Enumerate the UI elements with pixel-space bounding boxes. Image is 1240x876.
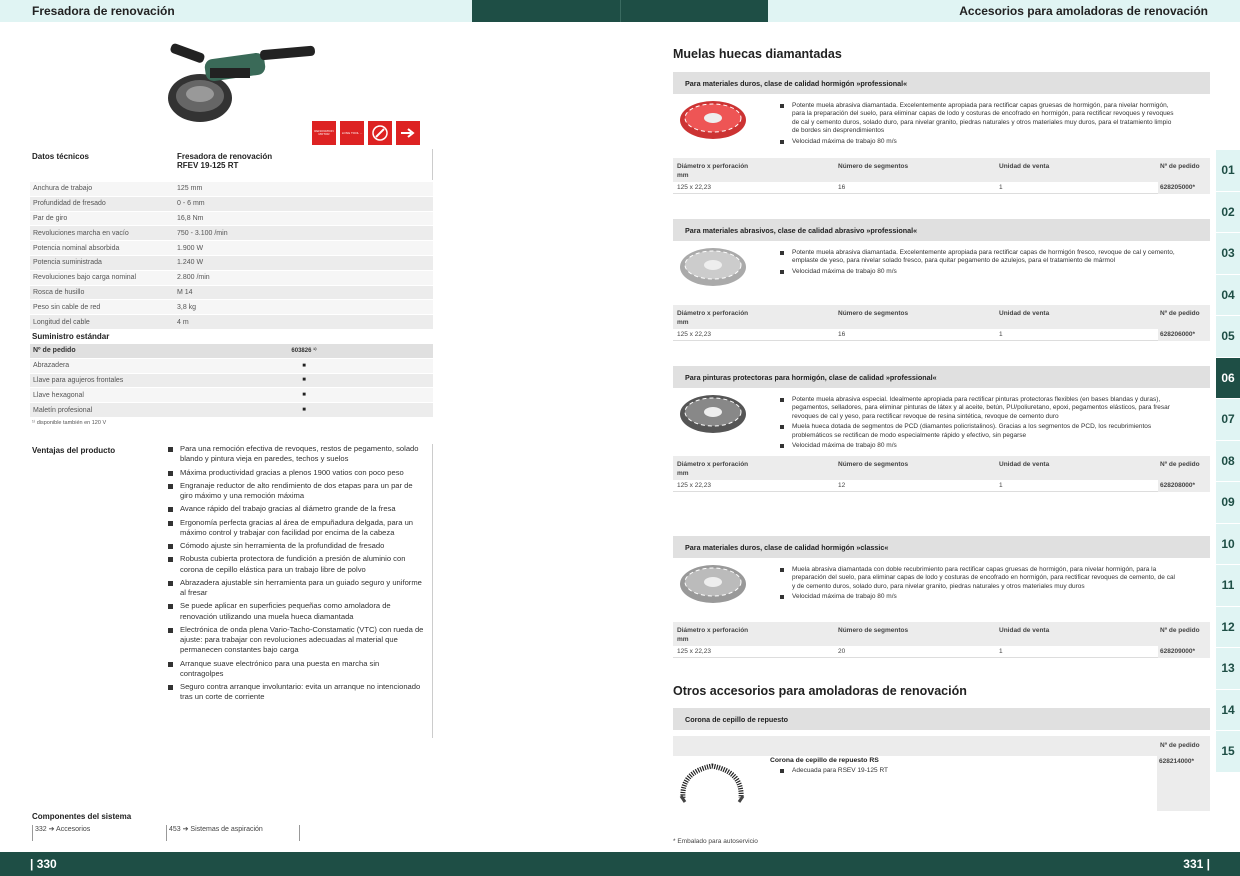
list-item: Potente muela abrasiva diamantada. Excelentemente apropiada para rectificar capas gruesas de hormigón, para nivelar hormigón, para la preparación del suelo, para eliminar capas de lodo y costuras de encofrado en hormigón, para rectificar revoques y revoques de cal y cemento duros, solado duro, para nivelar granito, piedras naturales y otros materiales muy duros, para el tratamiento limpio de bordes sin desprendimientos (780, 102, 1180, 136)
table-row (30, 359, 433, 374)
col-diameter-unit: mm (677, 470, 689, 477)
cell-unit: 1 (999, 331, 1003, 338)
diamond-cup-wheel-image (677, 245, 749, 289)
spec-header-label: Datos técnicos (32, 152, 89, 161)
list-item: Engranaje reductor de alto rendimiento de dos etapas para un par de giro máximo y una remoción máxima (168, 481, 424, 502)
page-number-right: 331 | (1183, 857, 1210, 871)
chapter-tab-02[interactable]: 02 (1216, 192, 1240, 234)
spec-key: Rosca de husillo (33, 288, 85, 296)
included-mark: ■ (302, 392, 306, 399)
section-band: Para materiales duros, clase de calidad hormigón »classic« (673, 536, 1210, 558)
chapter-tab-03[interactable]: 03 (1216, 233, 1240, 275)
brush-ring-image (677, 758, 747, 806)
list-item: Seguro contra arranque involuntario: evita un arranque no intencionado tras un corte de corriente (168, 682, 424, 703)
footer-bar (0, 852, 1240, 876)
cell-order-number: 628205000* (1158, 182, 1210, 194)
spec-key: Longitud del cable (33, 318, 90, 326)
brush-order-number: 628214000* (1159, 758, 1195, 765)
spec-table (30, 182, 433, 330)
order-number-label: Nº de pedido (1160, 742, 1200, 749)
table-header (673, 456, 1210, 480)
cell-segments: 12 (838, 482, 846, 489)
chapter-tabs (1216, 150, 1240, 773)
cell-unit: 1 (999, 184, 1003, 191)
order-number-value: 603826 ¹⁾ (291, 348, 317, 355)
table-header (673, 158, 1210, 182)
brush-title: Corona de cepillo de repuesto RS (770, 757, 879, 764)
spec-key: Potencia nominal absorbida (33, 244, 120, 252)
chapter-tab-09[interactable]: 09 (1216, 482, 1240, 524)
spec-value: 3,8 kg (177, 303, 197, 311)
included-mark: ■ (302, 407, 306, 414)
spec-key: Par de giro (33, 214, 68, 222)
list-item: Muela abrasiva diamantada con doble recubrimiento para rectificar capas gruesas de hormigón, para nivelar hormigón, para la preparación del suelo, para eliminar capas de lodo y costuras de encofrado en hormigón, para rectificar revoques de cemento, de cal y de cemento duros, solado duro, para nivelar granito, piedras naturales y otros materiales muy duros (780, 566, 1180, 591)
list-item: Arranque suave electrónico para una puesta en marcha sin contragolpes (168, 659, 424, 680)
table-row (673, 646, 1210, 658)
cell-order-number: 628208000* (1158, 480, 1210, 492)
spec-value: 125 mm (177, 185, 203, 193)
link-suction-systems[interactable]: 453 ➔ Sistemas de aspiración (166, 825, 300, 841)
brush-description (780, 767, 1080, 777)
table-row (30, 197, 433, 212)
advantages-title: Ventajas del producto (32, 446, 116, 455)
cell-diameter: 125 x 22,23 (677, 331, 711, 338)
arrow-icon (399, 126, 417, 140)
divider (432, 149, 433, 180)
section-band: Para materiales abrasivos, clase de calidad abrasivo »professional« (673, 219, 1210, 241)
col-diameter-unit: mm (677, 319, 689, 326)
feature-badges (312, 121, 420, 145)
chapter-tab-13[interactable]: 13 (1216, 648, 1240, 690)
col-order: Nº de pedido (1160, 163, 1200, 170)
table-row (30, 271, 433, 286)
cell-diameter: 125 x 22,23 (677, 648, 711, 655)
included-mark: ■ (302, 377, 306, 384)
page-number-left: | 330 (30, 857, 57, 871)
chapter-tab-15[interactable]: 15 (1216, 731, 1240, 773)
list-item: Robusta cubierta protectora de fundición a presión de aluminio con corona de cepillo elástica para un trabajo libre de polvo (168, 554, 424, 575)
advantages-list (168, 444, 433, 738)
diamond-cup-wheel-image (677, 562, 749, 606)
delivery-item: Maletín profesional (33, 406, 93, 414)
chapter-tab-06[interactable]: 06 (1216, 358, 1240, 400)
cell-unit: 1 (999, 648, 1003, 655)
spec-key: Revoluciones bajo carga nominal (33, 274, 137, 282)
table-row (30, 212, 433, 227)
col-order: Nº de pedido (1160, 310, 1200, 317)
chapter-tab-14[interactable]: 14 (1216, 690, 1240, 732)
chapter-tab-08[interactable]: 08 (1216, 441, 1240, 483)
col-segments: Número de segmentos (838, 163, 909, 170)
list-item: Máxima productividad gracias a plenos 1900 vatios con poco peso (168, 468, 424, 478)
table-row (30, 241, 433, 256)
product-description (780, 396, 1180, 453)
spec-value: 750 - 3.100 /min (177, 229, 228, 237)
chapter-tab-07[interactable]: 07 (1216, 399, 1240, 441)
col-unit: Unidad de venta (999, 310, 1050, 317)
table-row (30, 344, 433, 359)
chapter-tab-12[interactable]: 12 (1216, 607, 1240, 649)
table-row (30, 315, 433, 330)
spec-value: 4 m (177, 318, 189, 326)
chapter-tab-11[interactable]: 11 (1216, 565, 1240, 607)
spec-value: 2.800 /min (177, 274, 210, 282)
cell-order-number: 628209000* (1158, 646, 1210, 658)
table-row (673, 182, 1210, 194)
diamond-cup-wheel-image (677, 98, 749, 142)
chapter-tab-04[interactable]: 04 (1216, 275, 1240, 317)
long-tool-badge: LONG TOOL ... (340, 121, 364, 145)
spec-value: 0 - 6 mm (177, 200, 205, 208)
header-divider-block (472, 0, 620, 22)
list-item: Velocidad máxima de trabajo 80 m/s (780, 442, 1180, 450)
delivery-item: Abrazadera (33, 362, 70, 370)
table-row (673, 480, 1210, 492)
section-heading: Otros accesorios para amoladoras de renovación (673, 684, 967, 698)
table-row (30, 403, 433, 418)
table-header (673, 622, 1210, 646)
table-row (30, 286, 433, 301)
section-heading: Muelas huecas diamantadas (673, 47, 842, 61)
product-description (780, 102, 1180, 148)
col-diameter: Diámetro x perforación (677, 163, 749, 170)
spec-value: M 14 (177, 288, 193, 296)
cell-segments: 16 (838, 331, 846, 338)
list-item: Abrazadera ajustable sin herramienta para un guiado seguro y uniforme al fresar (168, 578, 424, 599)
footnote: * Embalado para autoservicio (673, 838, 758, 845)
renovation-motor-badge: RENOVATION MOTOR (312, 121, 336, 145)
col-diameter: Diámetro x perforación (677, 310, 749, 317)
table-row (30, 388, 433, 403)
system-components-title: Componentes del sistema (32, 812, 132, 821)
spec-value: 1.240 W (177, 259, 204, 267)
list-item: Velocidad máxima de trabajo 80 m/s (780, 268, 1180, 276)
list-item: Velocidad máxima de trabajo 80 m/s (780, 138, 1180, 146)
section-band: Corona de cepillo de repuesto (673, 708, 1210, 730)
spec-key: Profundidad de fresado (33, 200, 106, 208)
chapter-tab-05[interactable]: 05 (1216, 316, 1240, 358)
col-diameter-unit: mm (677, 636, 689, 643)
cell-segments: 20 (838, 648, 846, 655)
col-order: Nº de pedido (1160, 461, 1200, 468)
cell-segments: 16 (838, 184, 846, 191)
chapter-tab-10[interactable]: 10 (1216, 524, 1240, 566)
no-tool-badge (368, 121, 392, 145)
spec-header-product-1: Fresadora de renovación (177, 152, 273, 161)
list-item: Potente muela abrasiva especial. Idealmente apropiada para rectificar pinturas protectoras flexibles (en bases blandas y duras), pegamentos, selladores, para eliminar pinturas de látex y al aceite, betún, PU/poliuretano, epoxi, pegamentos elásticos, para fresar revoques de cal y yeso, para rectificar revoque de resina sintética, revoque de cemento duro (780, 396, 1180, 421)
table-header (673, 736, 1210, 756)
list-item: Potente muela abrasiva diamantada. Excelentemente apropiada para rectificar capas de hormigón fresco, revoque de cal y cemento, emplaste de yeso, para nivelar solado fresco, para quitar pegamento de azulejos, para el tratamiento de mármol (780, 249, 1180, 266)
spec-key: Revoluciones marcha en vacío (33, 229, 129, 237)
col-order: Nº de pedido (1160, 627, 1200, 634)
spec-key: Potencia suministrada (33, 259, 102, 267)
diamond-cup-wheel-image (677, 392, 749, 436)
footnote: ¹⁾ disponible también en 120 V (32, 420, 107, 426)
list-item: Velocidad máxima de trabajo 80 m/s (780, 593, 1180, 601)
cell-diameter: 125 x 22,23 (677, 184, 711, 191)
col-segments: Número de segmentos (838, 461, 909, 468)
standard-delivery-table (30, 344, 433, 418)
product-description (780, 566, 1180, 604)
col-diameter: Diámetro x perforación (677, 627, 749, 634)
product-description (780, 249, 1180, 278)
table-row (30, 374, 433, 389)
header-divider-block (620, 0, 768, 22)
spec-value: 16,8 Nm (177, 214, 204, 222)
col-unit: Unidad de venta (999, 627, 1050, 634)
included-mark: ■ (302, 362, 306, 369)
table-row (30, 256, 433, 271)
list-item: Avance rápido del trabajo gracias al diámetro grande de la fresa (168, 504, 424, 514)
col-diameter-unit: mm (677, 172, 689, 179)
table-row (30, 226, 433, 241)
section-band: Para pinturas protectoras para hormigón, clase de calidad »professional« (673, 366, 1210, 388)
spec-key: Peso sin cable de red (33, 303, 101, 311)
list-item: Se puede aplicar en superficies pequeñas como amoladora de renovación utilizando una muela hueca diamantada (168, 601, 424, 622)
col-unit: Unidad de venta (999, 163, 1050, 170)
link-accessories[interactable]: 332 ➔ Accesorios (32, 825, 166, 841)
table-header (673, 305, 1210, 329)
list-item: Para una remoción efectiva de revoques, restos de pegamento, solado blando y pintura vieja en paredes, techos y suelos (168, 444, 424, 465)
col-diameter: Diámetro x perforación (677, 461, 749, 468)
delivery-item: Llave para agujeros frontales (33, 376, 124, 384)
col-segments: Número de segmentos (838, 310, 909, 317)
list-item: Muela hueca dotada de segmentos de PCD (diamantes policristalinos). Gracias a los segmentos de PCD, los recubrimientos problemáticos se rectifican de modo especialmente rápido y efectivo, sin pegarse (780, 423, 1180, 440)
list-item: Ergonomía perfecta gracias al área de empuñadura delgada, para un máximo control y trabajar con facilidad por encima de la cabeza (168, 518, 424, 539)
table-row (30, 182, 433, 197)
delivery-item: Llave hexagonal (33, 391, 84, 399)
cell-order-number: 628206000* (1158, 329, 1210, 341)
spec-key: Anchura de trabajo (33, 185, 93, 193)
list-item: Adecuada para RSEV 19-125 RT (780, 767, 1080, 775)
section-band: Para materiales duros, clase de calidad hormigón »professional« (673, 72, 1210, 94)
table-row (673, 329, 1210, 341)
header-left-title: Fresadora de renovación (0, 0, 472, 22)
safety-badge (396, 121, 420, 145)
col-unit: Unidad de venta (999, 461, 1050, 468)
list-item: Electrónica de onda plena Vario-Tacho-Constamatic (VTC) con rueda de ajuste: para trabajar con revoluciones adecuadas al material que permanecen constantes bajo carga (168, 625, 424, 656)
standard-delivery-title: Suministro estándar (32, 332, 110, 341)
cell-diameter: 125 x 22,23 (677, 482, 711, 489)
spec-header-product-2: RFEV 19-125 RT (177, 161, 239, 170)
col-segments: Número de segmentos (838, 627, 909, 634)
spec-value: 1.900 W (177, 244, 204, 252)
order-number-label: Nº de pedido (33, 347, 76, 355)
chapter-tab-01[interactable]: 01 (1216, 150, 1240, 192)
table-row (30, 300, 433, 315)
renovation-grinder-image (160, 38, 320, 126)
list-item: Cómodo ajuste sin herramienta de la profundidad de fresado (168, 541, 424, 551)
cell-unit: 1 (999, 482, 1003, 489)
wrench-icon (371, 124, 389, 142)
header-right-title: Accesorios para amoladoras de renovación (768, 0, 1240, 22)
